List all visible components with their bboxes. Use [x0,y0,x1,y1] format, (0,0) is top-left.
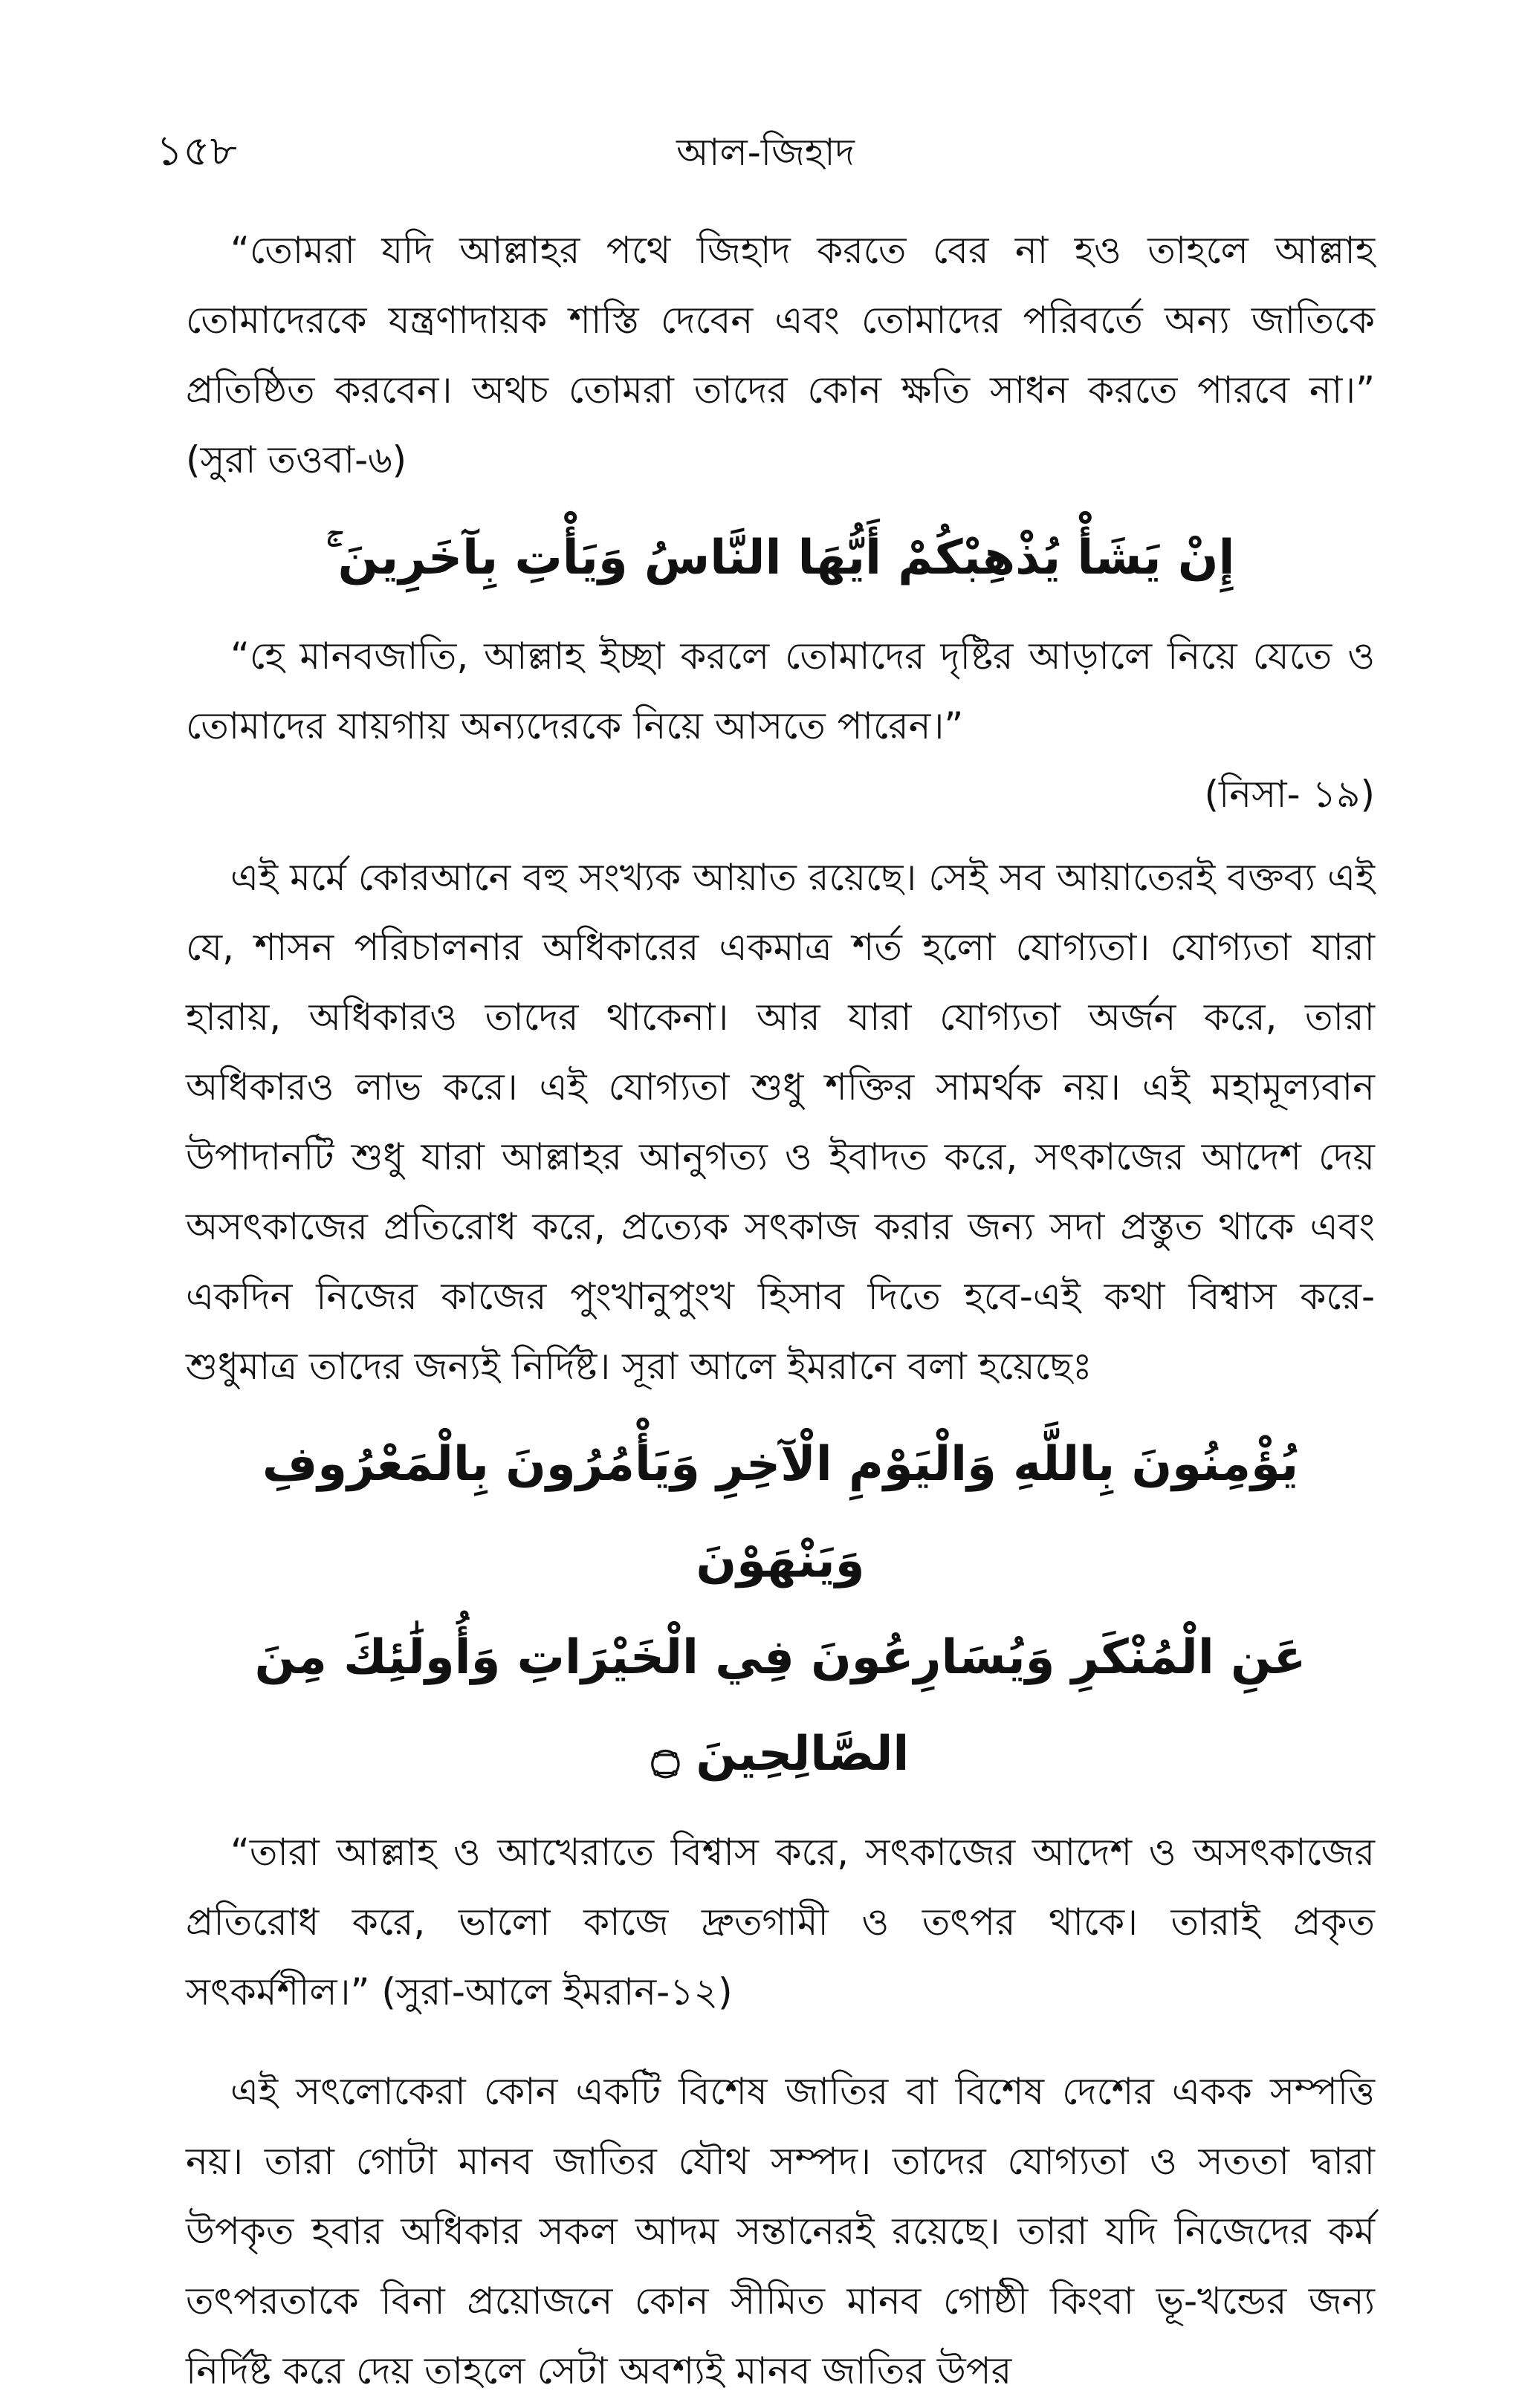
page-number: ১৫৮ [156,127,238,175]
quote-paragraph-1: “তোমরা যদি আল্লাহর পথে জিহাদ করতে বের না হও তাহলে আল্লাহ তোমাদেরকে যন্ত্রণাদায়ক শাস্তি দেবেন এবং তোমাদের পরিবর্তে অন্য জাতিকে প্রতিষ্ঠিত করবেন। অথচ তোমরা তাদের কোন ক্ষতি সাধন করতে পারবে না।” (সুরা তওবা-৬) [186,229,1375,481]
page-header [149,119,1382,193]
running-title: আল-জিহাদ [676,131,855,174]
arabic-verse-2: يُؤْمِنُونَ بِاللَّهِ وَالْيَوْمِ الْآخِرِ وَيَأْمُرُونَ بِالْمَعْرُوفِ وَيَنْهَوْنَ [262,1437,1299,1588]
arabic-verse-3: عَنِ الْمُنْكَرِ وَيُسَارِعُونَ فِي الْخَيْرَاتِ وَأُولَٰئِكَ مِنَ الصَّالِحِينَ ۝ [254,1630,1306,1782]
quote-paragraph-2: “হে মানবজাতি, আল্লাহ ইচ্ছা করলে তোমাদের দৃষ্টির আড়ালে নিয়ে যেতে ও তোমাদের যায়গায় অন্যদেরকে নিয়ে আসতে পারেন।” [186,635,1375,747]
citation-2: (নিসা- ১৯) [1204,773,1375,816]
quote-paragraph-3: “তারা আল্লাহ ও আখেরাতে বিশ্বাস করে, সৎকাজের আদেশ ও অসৎকাজের প্রতিরোধ করে, ভালো কাজে দ্রুতগামী ও তৎপর থাকে। তারাই প্রকৃত সৎকর্মশীল।” (সুরা-আলে ইমরান-১২) [186,1831,1375,2013]
body-paragraph-2: এই সৎলোকেরা কোন একটি বিশেষ জাতির বা বিশেষ দেশের একক সম্পত্তি নয়। তারা গোটা মানব জাতির যৌথ সম্পদ। তাদের যোগ্যতা ও সততা দ্বারা উপকৃত হবার অধিকার সকল আদম সন্তানেরই রয়েছে। তারা যদি নিজেদের কর্ম তৎপরতাকে বিনা প্রয়োজনে কোন সীমিত মানব গোষ্ঠী কিংবা ভূ-খন্ডের জন্য নির্দিষ্ট করে দেয় তাহলে সেটা অবশ্যই মানব জাতির উপর [186,2070,1375,2392]
page-body [186,215,1375,2406]
body-paragraph-1: এই মর্মে কোরআনে বহু সংখ্যক আয়াত রয়েছে। সেই সব আয়াতেরই বক্তব্য এই যে, শাসন পরিচালনার অধিকারের একমাত্র শর্ত হলো যোগ্যতা। যোগ্যতা যারা হারায়, অধিকারও তাদের থাকেনা। আর যারা যোগ্যতা অর্জন করে, তারা অধিকারও লাভ করে। এই যোগ্যতা শুধু শক্তির সামর্থক নয়। এই মহামূল্যবান উপাদানটি শুধু যারা আল্লাহর আনুগত্য ও ইবাদত করে, সৎকাজের আদেশ দেয় অসৎকাজের প্রতিরোধ করে, প্রত্যেক সৎকাজ করার জন্য সদা প্রস্তুত থাকে এবং একদিন নিজের কাজের পুংখানুপুংখ হিসাব দিতে হবে-এই কথা বিশ্বাস করে-শুধুমাত্র তাদের জন্যই নির্দিষ্ট। সূরা আলে ইমরানে বলা হয়েছেঃ [186,856,1376,1388]
arabic-verse-1: إِنْ يَشَأْ يُذْهِبْكُمْ أَيُّهَا النَّاسُ وَيَأْتِ بِآخَرِينَ ۚ [326,530,1235,585]
